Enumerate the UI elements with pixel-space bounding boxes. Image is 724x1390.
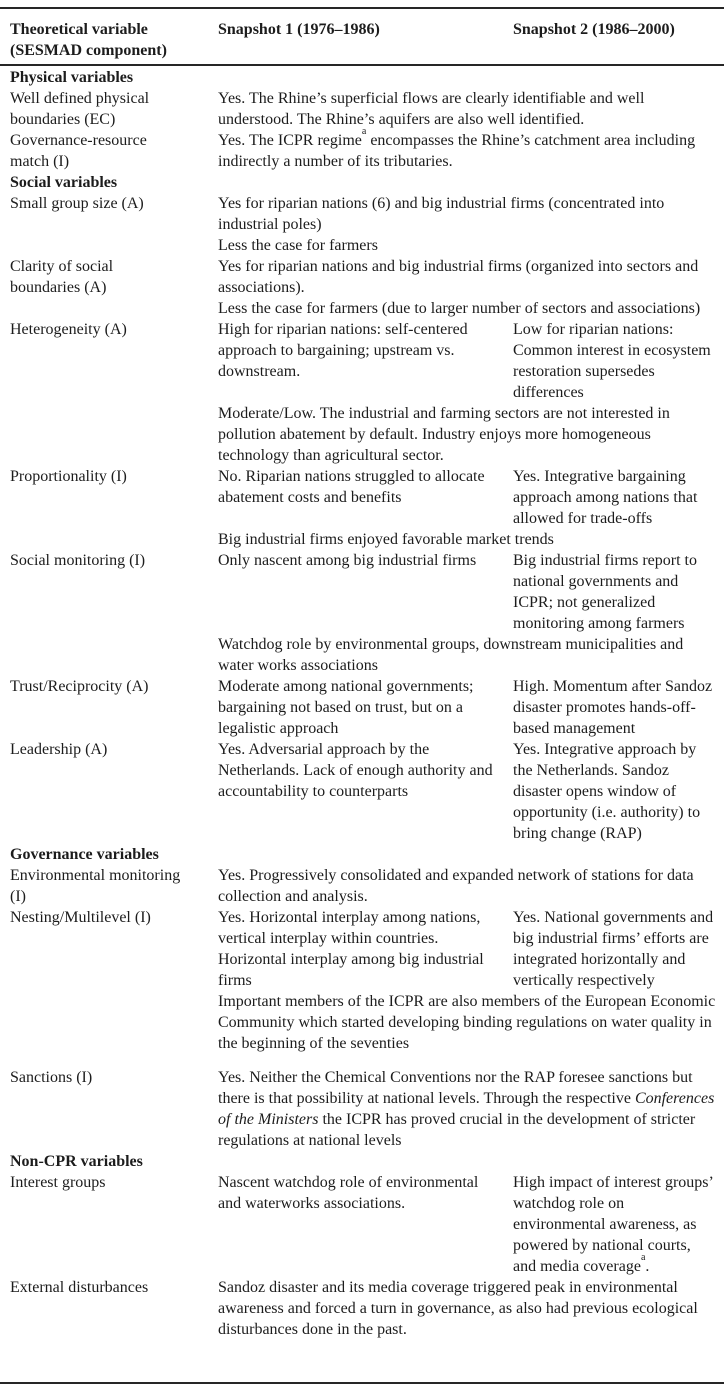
- section-heading: Physical variables: [10, 69, 134, 86]
- italic-text: Conferences of the Ministers: [218, 1090, 715, 1128]
- text-segment: Yes. Neither the Chemical Conventions nor the RAP foresee sanctions but there is that possibility at national levels. Through the respective: [218, 1069, 693, 1107]
- variable-label: Small group size (A): [10, 195, 144, 212]
- span-after-cell: [218, 991, 716, 1054]
- paragraph: [218, 991, 716, 1054]
- text-segment: the ICPR has proved crucial in the development of stricter regulations at national levels: [218, 1111, 696, 1149]
- span-cell: [218, 125, 716, 172]
- section-row: [10, 67, 716, 88]
- variable-label: Leadership (A): [10, 741, 108, 758]
- paragraph: [513, 739, 716, 844]
- paragraph: [218, 235, 716, 256]
- text-segment: Big industrial firms enjoyed favorable market trends: [218, 531, 554, 548]
- paragraph: [513, 907, 716, 991]
- variable-label: External disturbances: [10, 1279, 149, 1296]
- paragraph: [218, 88, 716, 130]
- paragraph: [218, 529, 716, 550]
- span-after-cell: [218, 634, 716, 676]
- paragraph: [218, 739, 499, 802]
- header-col-snapshot2: Snapshot 2 (1986–2000): [513, 21, 675, 38]
- text-segment: Only nascent among big industrial firms: [218, 552, 477, 569]
- text-segment: Sandoz disaster and its media coverage triggered peak in environmental awareness and forced a turn in governance, as also had previous ecological disturbances done in the past.: [218, 1279, 698, 1338]
- header-col-variable: Theoretical variable (SESMAD component): [10, 21, 167, 59]
- paragraph: [218, 676, 499, 739]
- section-row: [10, 172, 716, 193]
- text-segment: High impact of interest groups’ watchdog role on environmental awareness, as powered by national courts, and media coverage: [513, 1174, 713, 1275]
- table-header: [0, 9, 724, 64]
- section-row: [10, 1151, 716, 1172]
- text-segment: Yes. The Rhine’s superficial flows are clearly identifiable and well understood. The Rhine’s aquifers are also well identified.: [218, 90, 645, 128]
- paragraph: [513, 466, 716, 529]
- variable-label: Environmental monitoring (I): [10, 867, 181, 905]
- paragraph: [218, 1067, 716, 1151]
- paragraph: [218, 634, 716, 676]
- text-segment: Yes. Integrative approach by the Netherlands. Sandoz disaster opens window of opportunity (i.e. authority) to bring change (RAP): [513, 741, 701, 842]
- span-after-cell: [218, 529, 716, 550]
- text-segment: Watchdog role by environmental groups, downstream municipalities and water works associations: [218, 636, 684, 674]
- variable-label: Nesting/Multilevel (I): [10, 909, 151, 926]
- snapshot1-cell: [218, 1172, 513, 1277]
- variable-row: [10, 1067, 716, 1151]
- paragraph: [218, 256, 716, 298]
- variable-row: [10, 907, 716, 1054]
- variable-label: Heterogeneity (A): [10, 321, 127, 338]
- paragraph: [218, 1277, 716, 1340]
- text-segment: Low for riparian nations: Common interest in ecosystem restoration supersedes differences: [513, 321, 711, 401]
- variable-label: Sanctions (I): [10, 1069, 93, 1086]
- snapshot2-cell: [513, 739, 716, 844]
- snapshot1-cell: [218, 466, 513, 529]
- paragraph: [513, 1172, 716, 1277]
- section-heading: Social variables: [10, 174, 118, 191]
- span-cell: [218, 1277, 716, 1340]
- span-cell: [218, 88, 716, 130]
- text-segment: Less the case for farmers: [218, 237, 378, 254]
- snapshot2-cell: [513, 907, 716, 991]
- paragraph: [513, 550, 716, 634]
- paragraph: [218, 403, 716, 466]
- variable-row: [10, 865, 716, 907]
- variable-row: [10, 193, 716, 256]
- variable-label: Interest groups: [10, 1174, 106, 1191]
- span-cell: [218, 193, 716, 256]
- section-heading: Governance variables: [10, 846, 159, 863]
- text-segment: Yes. Progressively consolidated and expanded network of stations for data collection and analysis.: [218, 867, 694, 905]
- snapshot2-cell: [513, 466, 716, 529]
- paragraph: [218, 193, 716, 235]
- snapshot1-cell: [218, 676, 513, 739]
- footnote-marker: a: [361, 125, 367, 137]
- variable-label: Social monitoring (I): [10, 552, 146, 569]
- snapshot2-cell: [513, 1172, 716, 1277]
- variable-row: [10, 550, 716, 676]
- text-segment: Big industrial firms report to national governments and ICPR; not generalized monitoring among farmers: [513, 552, 697, 632]
- snapshot2-cell: [513, 550, 716, 634]
- paragraph: [218, 298, 716, 319]
- variable-row: [10, 125, 716, 172]
- header-col-snapshot1: Snapshot 1 (1976–1986): [218, 21, 380, 38]
- text-segment: High for riparian nations: self-centered approach to bargaining; upstream vs. downstream.: [218, 321, 468, 380]
- paragraph: [513, 319, 716, 403]
- table-body: [0, 66, 724, 1340]
- variable-row: [10, 676, 716, 739]
- text-segment: Nascent watchdog role of environmental and waterworks associations.: [218, 1174, 479, 1212]
- paragraph: [218, 865, 716, 907]
- variable-row: [10, 466, 716, 550]
- snapshot1-cell: [218, 319, 513, 403]
- paragraph: [218, 907, 499, 991]
- text-segment: Yes. Horizontal interplay among nations, vertical interplay within countries. Horizontal interplay among big industrial firms: [218, 909, 484, 989]
- text-segment: Yes for riparian nations and big industrial firms (organized into sectors and associations).: [218, 258, 699, 296]
- variable-row: [10, 319, 716, 466]
- variable-label: Clarity of social boundaries (A): [10, 258, 114, 296]
- text-segment: Yes. The ICPR regime: [218, 132, 362, 149]
- text-segment: Moderate among national governments; bargaining not based on trust, but on a legalistic approach: [218, 678, 474, 737]
- text-segment: encompasses the Rhine’s catchment area including indirectly a number of its tributaries.: [218, 132, 696, 170]
- paragraph: [218, 466, 499, 508]
- span-cell: [218, 1067, 716, 1151]
- text-segment: Yes. National governments and big industrial firms’ efforts are integrated horizontally and vertically respectively: [513, 909, 714, 989]
- text-segment: Moderate/Low. The industrial and farming sectors are not interested in pollution abatement by default. Industry enjoys more homogeneous technology than agricultural sector.: [218, 405, 670, 464]
- snapshot1-cell: [218, 907, 513, 991]
- variable-label: Well defined physical boundaries (EC): [10, 90, 150, 128]
- snapshot1-cell: [218, 550, 513, 634]
- variable-label: Governance-resource match (I): [10, 132, 147, 170]
- text-segment: Less the case for farmers (due to larger number of sectors and associations): [218, 300, 701, 317]
- paragraph: [218, 1172, 499, 1214]
- variable-label: Proportionality (I): [10, 468, 127, 485]
- text-segment: Yes for riparian nations (6) and big industrial firms (concentrated into industrial poles): [218, 195, 665, 233]
- snapshot2-cell: [513, 319, 716, 403]
- text-segment: No. Riparian nations struggled to allocate abatement costs and benefits: [218, 468, 485, 506]
- text-segment: Important members of the ICPR are also members of the European Economic Community which started developing binding regulations on water quality in the beginning of the seventies: [218, 993, 716, 1052]
- span-cell: [218, 865, 716, 907]
- paragraph: [218, 125, 716, 172]
- text-segment: Yes. Integrative bargaining approach among nations that allowed for trade-offs: [513, 468, 698, 527]
- variable-row: [10, 1277, 716, 1340]
- variable-row: [10, 739, 716, 844]
- section-heading: Non-CPR variables: [10, 1153, 143, 1170]
- section-row: [10, 844, 716, 865]
- variable-row: [10, 256, 716, 319]
- variable-label: Trust/Reciprocity (A): [10, 678, 149, 695]
- variable-row: [10, 88, 716, 130]
- span-after-cell: [218, 403, 716, 466]
- footnote-marker: a: [640, 1251, 646, 1263]
- paragraph: [218, 319, 499, 382]
- snapshot1-cell: [218, 739, 513, 844]
- paragraph: [218, 550, 499, 571]
- table-bottom-rule: [0, 1382, 724, 1384]
- snapshot2-cell: [513, 676, 716, 739]
- span-cell: [218, 256, 716, 319]
- text-segment: High. Momentum after Sandoz disaster promotes hands-off-based management: [513, 678, 713, 737]
- variable-row: [10, 1172, 716, 1277]
- text-segment: Yes. Adversarial approach by the Netherlands. Lack of enough authority and accountability to counterparts: [218, 741, 493, 800]
- text-segment: .: [645, 1258, 650, 1275]
- paragraph: [513, 676, 716, 739]
